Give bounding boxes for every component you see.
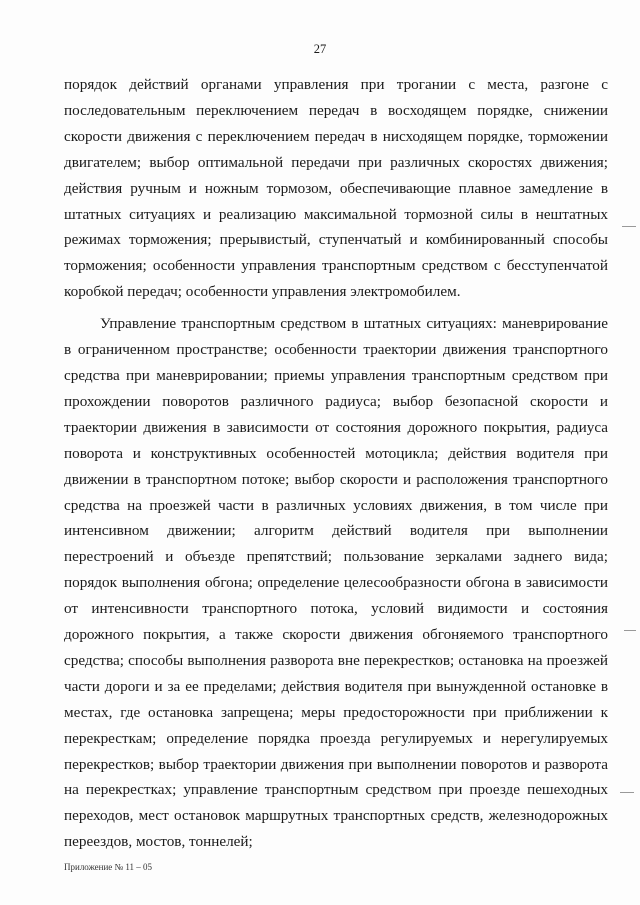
page-number: 27 (313, 42, 327, 56)
footer-appendix-label: Приложение № 11 – 05 (64, 862, 153, 872)
scan-margin-mark (624, 630, 636, 631)
paragraph-1-text: порядок действий органами управления при трогании с места, разгоне с последовательным переключением передач в восходящем порядке, снижении скорости движения с переключением передач в нисходящем порядке, торможении двигателем; выбор оптимальной передачи при различных скоростях движения; действия ручным и ножным тормозом, обеспечивающие плавное замедление в штатных ситуациях и реализацию максимальной тормозной силы в нештатных режимах торможения; прерывистый, ступенчатый и комбинированный способы торможения; особенности управления транспортным средством с бесступенчатой коробкой передач; особенности управления электромобилем. (64, 76, 608, 301)
paragraph-1 (64, 72, 608, 305)
body-text (64, 72, 608, 855)
scan-margin-mark (620, 792, 634, 793)
paragraph-2 (64, 311, 608, 855)
paragraph-2-text: Управление транспортным средством в штатных ситуациях: маневрирование в ограниченном пространстве; особенности траектории движения транспортного средства при маневрировании; приемы управления транспортным средством при прохождении поворотов различного радиуса; выбор безопасной скорости и траектории движения в зависимости от состояния дорожного покрытия, радиуса поворота и конструктивных особенностей мотоцикла; действия водителя при движении в транспортном потоке; выбор скорости и расположения транспортного средства на проезжей части в различных условиях движения, в том числе при интенсивном движении; алгоритм действий водителя при выполнении перестроений и объезде препятствий; пользование зеркалами заднего вида; порядок выполнения обгона; определение целесообразности обгона в зависимости от интенсивности транспортного потока, условий видимости и состояния дорожного покрытия, а также скорости движения обгоняемого транспортного средства; способы выполнения разворота вне перекрестков; остановка на проезжей части дороги и за ее пределами; действия водителя при вынужденной остановке в местах, где остановка запрещена; меры предосторожности при приближении к перекресткам; определение порядка проезда регулируемых и нерегулируемых перекрестков; выбор траектории движения при выполнении поворотов и разворота на перекрестках; управление транспортным средством при проезде пешеходных переходов, мест остановок маршрутных транспортных средств, железнодорожных переездов, мостов, тоннелей; (64, 315, 608, 851)
scan-margin-mark (622, 226, 636, 227)
